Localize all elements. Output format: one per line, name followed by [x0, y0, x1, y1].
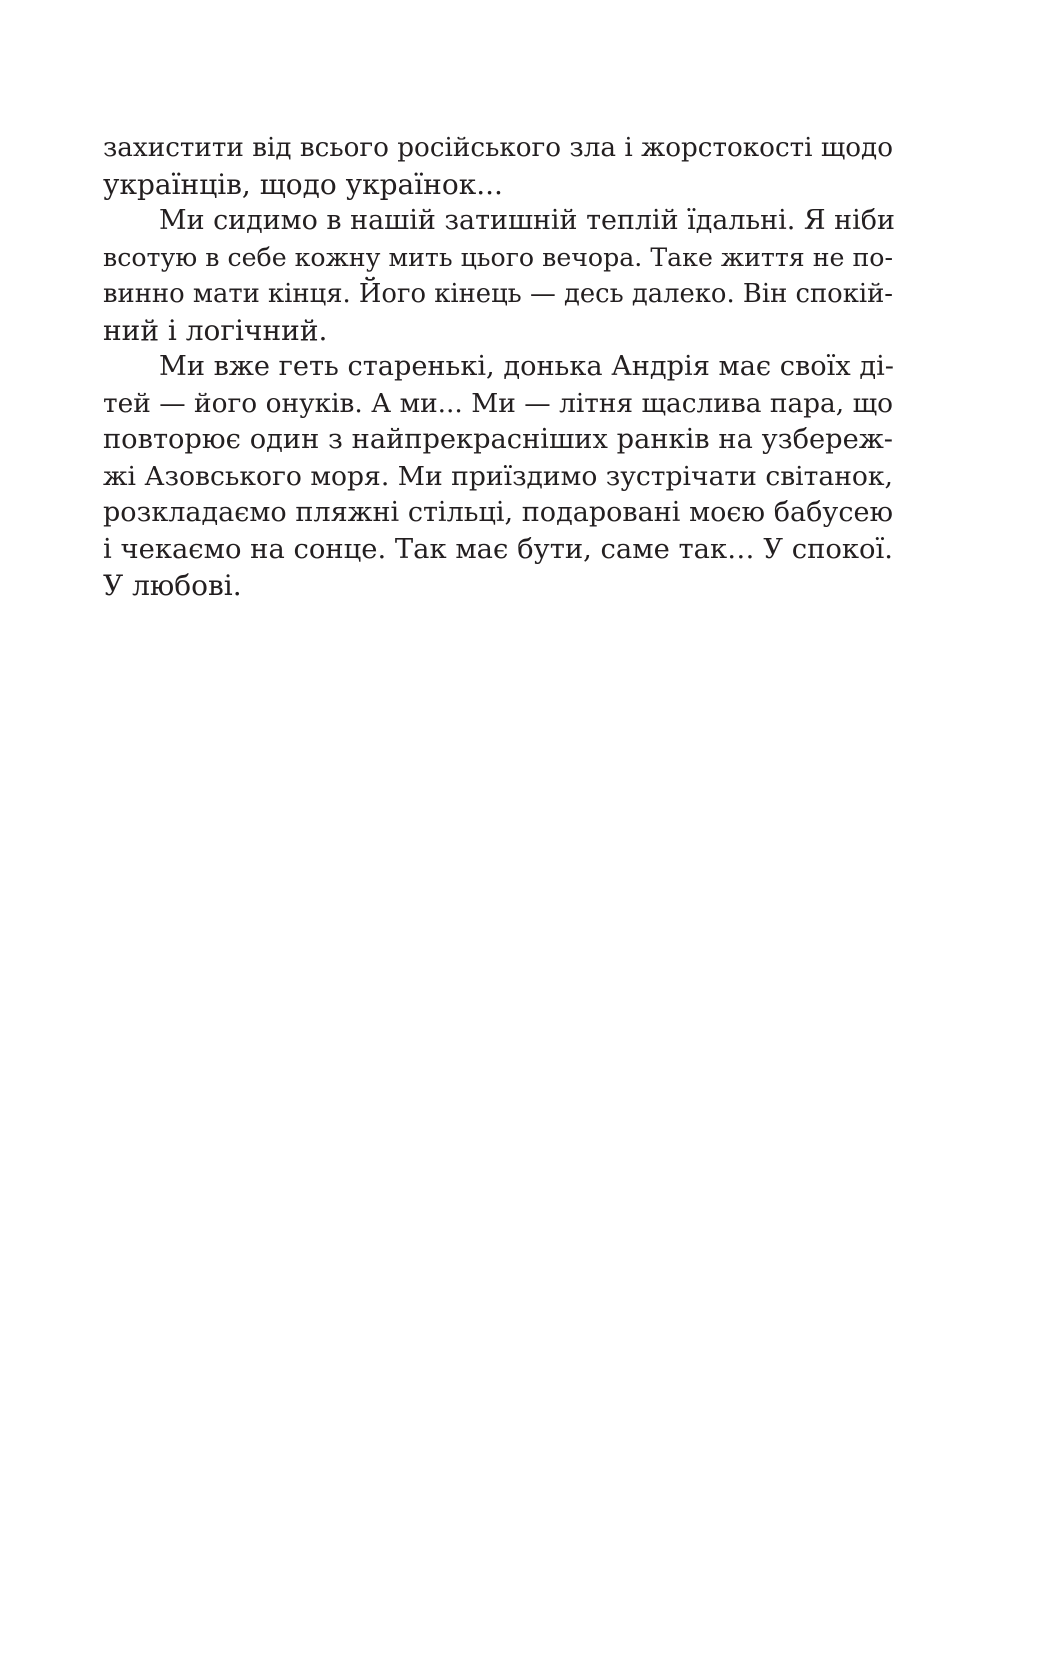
text-line: і чекаємо на сонце. Так має бути, саме так… У спокої.	[103, 533, 893, 565]
text-line: захистити від всього російського зла і жорстокості щодо	[103, 133, 893, 163]
paragraph-2	[103, 203, 893, 349]
text-line: українців, щодо українок...	[103, 167, 503, 201]
text-line: Ми вже геть старенькі, донька Андрія має своїх ді-	[159, 351, 894, 382]
text-line: тей — його онуків. А ми... Ми — літня щаслива пара, що	[103, 388, 893, 419]
text-line: жі Азовського моря. Ми приїздимо зустрічати світанок,	[103, 460, 893, 492]
text-line: Ми сидимо в нашій затишній теплій їдальні. Я ніби	[159, 205, 895, 236]
text-line: винно мати кінця. Його кінець — десь далеко. Він спокій-	[103, 279, 893, 309]
text-line: У любові.	[103, 569, 242, 602]
text-line: ний і логічний.	[103, 313, 328, 347]
text-line: всотую в себе кожну мить цього вечора. Таке життя не по-	[103, 242, 893, 272]
body-text	[103, 130, 893, 605]
text-line: розкладаємо пляжні стільці, подаровані моєю бабусею	[103, 497, 893, 528]
text-line: повторює один з найпрекрасніших ранків на узбереж-	[103, 424, 893, 455]
paragraph-3	[103, 349, 893, 605]
paragraph-1	[103, 130, 893, 203]
